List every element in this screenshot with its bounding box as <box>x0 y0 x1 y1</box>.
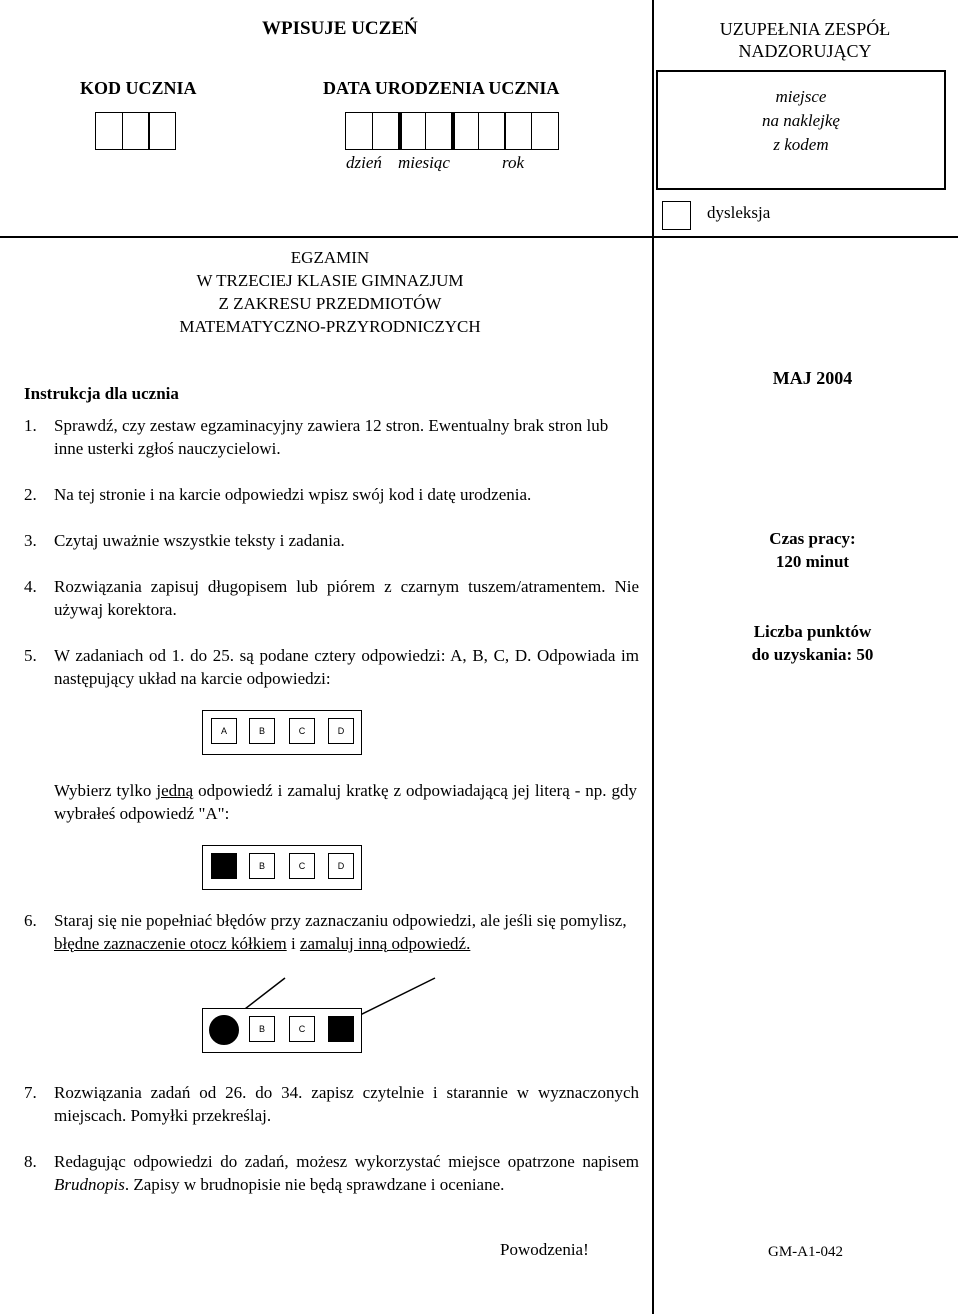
answer-box-a-circled <box>209 1015 239 1045</box>
exam-title-line: EGZAMIN <box>290 248 370 267</box>
answer-box-d: D <box>328 718 354 744</box>
instruction-item-2: 2. Na tej stronie i na karcie odpowiedzi wpisz swój kod i datę urodzenia. <box>24 485 532 504</box>
time-info: Czas pracy: 120 minut <box>769 529 856 571</box>
instruction-item-5: 5. W zadaniach od 1. do 25. są podane cztery odpowiedzi: A, B, C, D. Odpowiada im następujący układ na karcie odpowiedzi: <box>24 646 639 688</box>
instruction-item-1: 1. Sprawdź, czy zestaw egzaminacyjny zawiera 12 stron. Ewentualny brak stron lub inne usterki zgłoś nauczycielowi. <box>24 416 609 458</box>
exam-session: MAJ 2004 <box>772 368 853 388</box>
sticker-text-line: miejsce <box>775 87 827 106</box>
sticker-text-line: na naklejkę <box>762 111 840 130</box>
year-label: rok <box>502 153 525 172</box>
exam-title-line: MATEMATYCZNO-PRZYRODNICZYCH <box>179 317 481 336</box>
correction-sample <box>202 1008 362 1053</box>
answer-box-c: C <box>289 718 315 744</box>
answer-box-a: A <box>211 718 237 744</box>
birth-date-label: DATA URODZENIA UCZNIA <box>323 78 560 98</box>
answer-box-b: B <box>249 1016 275 1042</box>
answer-box-d-filled <box>328 1016 354 1042</box>
dyslexia-label: dysleksja <box>707 203 771 222</box>
instruction-item-4: 4. Rozwiązania zapisuj długopisem lub piórem z czarnym tuszem/atramentem. Nie używaj korektora. <box>24 577 639 619</box>
day-label: dzień <box>346 153 382 172</box>
instruction-item-3: 3. Czytaj uważnie wszystkie teksty i zadania. <box>24 531 345 550</box>
exam-title-line: Z ZAKRESU PRZEDMIOTÓW <box>218 294 442 313</box>
good-luck-text: Powodzenia! <box>500 1240 589 1259</box>
answer-box-c: C <box>289 853 315 879</box>
student-code-label: KOD UCZNIA <box>80 78 197 98</box>
staff-fills-heading: UZUPEŁNIA ZESPÓŁ NADZORUJĄCY <box>719 19 891 61</box>
exam-code: GM-A1-042 <box>768 1244 843 1260</box>
sticker-text-line: z kodem <box>773 135 829 154</box>
answer-box-b: B <box>249 853 275 879</box>
exam-title-line: W TRZECIEJ KLASIE GIMNAZJUM <box>196 271 464 290</box>
student-fills-heading: WPISUJE UCZEŃ <box>262 18 418 39</box>
answer-box-c: C <box>289 1016 315 1042</box>
instructions-heading: Instrukcja dla ucznia <box>24 384 179 403</box>
month-label: miesiąc <box>398 153 450 172</box>
arrow-to-new-answer <box>352 978 435 1019</box>
points-info: Liczba punktów do uzyskania: 50 <box>751 622 874 664</box>
answer-box-d: D <box>328 853 354 879</box>
instruction-item-7: 7. Rozwiązania zadań od 26. do 34. zapisz czytelnie i starannie w wyznaczonych miejscach. Pomyłki przekreślaj. <box>24 1083 639 1125</box>
answer-box-b: B <box>249 718 275 744</box>
choose-one-text: Wybierz tylko jedną odpowiedź i zamaluj kratkę z odpowiadającą jej literą - np. gdy wybrałeś odpowiedź "A": <box>54 781 637 823</box>
instruction-item-8: 8. Redagując odpowiedzi do zadań, możesz wykorzystać miejsce opatrzone napisem Brudnopis. Zapisy w brudnopisie nie będą sprawdzane i oceniane. <box>24 1152 639 1194</box>
instruction-item-6: 6. Staraj się nie popełniać błędów przy zaznaczaniu odpowiedzi, ale jeśli się pomylisz, błędne zaznaczenie otocz kółkiem i zamaluj inną odpowiedź. <box>24 911 627 953</box>
